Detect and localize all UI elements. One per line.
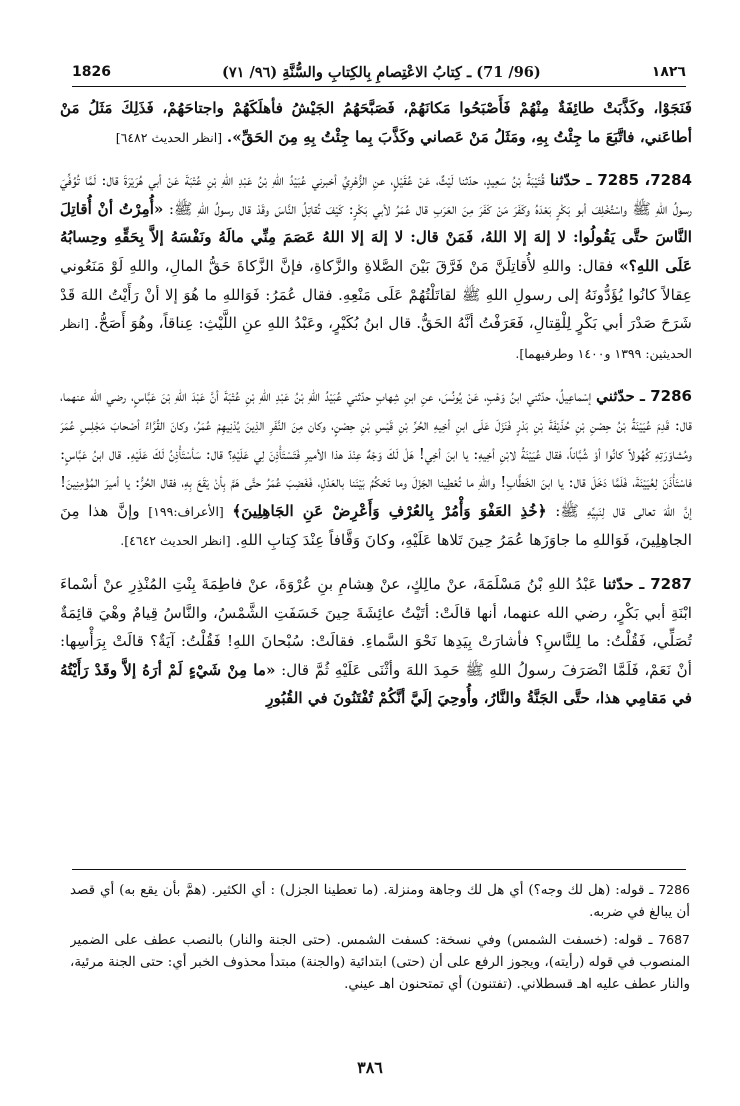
hadith-7285-prophet-saying: «أُمِرْتُ أنْ أُقاتِلَ النَّاسَ حتَّى يَقُولُوا: لا إلهَ إلا اللهُ، فَمَنْ قال: لا إلهَ إلا اللهُ عَصَمَ مِنِّي مالَهُ ونَفْسَهُ إلاَّ بِحَقِّهِ وحِسابُهُ عَلَى اللهِ؟» [60, 199, 692, 275]
hadith-7286-part2: وإنَّ هذا مِنَ الجاهِلِينَ، فَوَاللهِ ما جاوَزَها عُمَرُ حِينَ تَلاها عَلَيْهِ، وكانَ وَقَّافاً عِنْدَ كِتابِ اللهِ. [60, 501, 692, 550]
hadith-7285-reference: [انظر الحديثين: ١٣٩٩ و١٤٠٠ وطرفيهما]. [60, 316, 692, 361]
hadith-7286-keyword: حدّثني [596, 387, 635, 406]
hadith-7285 [60, 166, 692, 368]
footnote-7687 [70, 929, 690, 996]
hadith-number-7285: 7285 ـ [586, 171, 640, 190]
hadith-7285-part1: قُتَيْبَةُ بْنُ سَعِيدٍ، حدّثنا لَيْثٌ، عَنْ عُقَيْلٍ، عنِ الزُّهْرِيِّ أخبرني عُبَيْدُ اللهِ بْنُ عَبْدِ اللهِ بْنِ عُتْبَةَ عَنْ أبي هُرَيْرَةَ قال: لَمَّا تُوُفِّيَ رسولُ اللهِ ﷺ واسْتُخْلِفَ أبو بَكْرٍ بَعْدَهُ وكَفَرَ مَنْ كَفَرَ مِنَ العَرَبِ قال عُمَرُ لأبي بَكْرٍ: كَيْفَ تُقاتِلُ النَّاسَ وقَدْ قال رسولُ اللهِ ﷺ: [60, 171, 692, 218]
hadith-7286-reference: [انظر الحديث ٤٦٤٢]. [120, 533, 231, 549]
header-page-number-latin: 1826 [72, 64, 111, 80]
hadith-7287-part1: عَبْدُ اللهِ بْنُ مَسْلَمَةَ، عنْ مالِكٍ، عنْ هِشامِ بنِ عُرْوَةَ، عنْ فاطِمَةَ بِنْتِ المُنْذِرِ عنْ أسْماءَ ابْنَةِ أبي بَكْرٍ، رضي الله عنهما، أنها قالَتْ: أتَيْتُ عائِشَةَ حِينَ خَسَفَتِ الشَّمْسُ، والنَّاسُ قِيامٌ وهْيَ قائِمَةٌ تُصَلِّي، فَقُلْتُ: ما لِلنَّاسِ؟ فأشارَتْ بِيَدِها نَحْوَ السَّماءِ. فقالَتْ: سُبْحانَ اللهِ! فَقُلْتُ: آيَةٌ؟ قالَتْ بِرَأْسِها: أنْ نَعَمْ، فَلَمَّا انْصَرَفَ رسولُ اللهِ ﷺ حَمِدَ اللهَ وأثْنَى عَلَيْهِ ثُمَّ قال: [60, 574, 692, 679]
intro-reference: [انظر الحديث ٦٤٨٢] [115, 129, 223, 145]
footnotes [70, 879, 690, 1049]
paragraph-intro [60, 94, 692, 152]
hadith-7285-keyword: حدّثنا [550, 171, 581, 190]
hadith-7287-prophet-saying: «ما مِنْ شَيْءٍ لَمْ أرَهُ إلاَّ وقَدْ رَأَيْتُهُ في مَقامِي هذا، حتَّى الجَنَّةُ والنَّارُ، وأُوحِيَ إلَيَّ أنَّكُمْ تُفْتَنُونَ في القُبُورِ [60, 660, 692, 708]
hadith-7286-part1: إسْماعِيلُ، حدّثني ابنُ وَهْبٍ، عَنْ يُونُسَ، عنِ ابنِ شِهابٍ حدّثني عُبَيْدُ اللهِ بْنُ عَبْدِ اللهِ بْنِ عُتْبَةَ أنَّ عَبْدَ اللهِ بْنَ عَبَّاسٍ، رضي الله عنهما، قال: قَدِمَ عُيَيْنَةُ بْنُ حِصْنِ بْنِ حُذَيْفَةَ بْنِ بَدْرٍ فَنَزَلَ عَلَى ابنِ أخِيهِ الحُرِّ بْنِ قَيْسِ بْنِ حِصْنٍ، وكان مِنَ النَّفَرِ الذِينَ يُدْنِيهِمْ عُمَرُ، وكانَ القُرَّاءُ أصْحابَ مَجْلِسِ عُمَرَ ومُشاوَرَتِهِ كُهُولاً كانُوا أوْ شُبَّاناً، فقال عُيَيْنَةُ لابْنِ أخِيهِ: يا ابنَ أخِي! هَلْ لَكَ وَجْهٌ عِنْدَ هذا الأميرِ فَتَسْتَأْذِنَ لِي عَلَيْهِ؟ قال: سَأسْتَأْذِنُ لَكَ عَلَيْهِ. قال ابنُ عَبَّاسٍ: فاسْتَأْذَنَ لِعُيَيْنَةَ، فَلَمَّا دَخَلَ قال: يا ابنَ الخَطَّابِ! واللهِ ما تُعْطِينا الجَزْلَ وما تَحْكُمُ بَيْنَنا بالعَدْلِ، فَغَضِبَ عُمَرُ حتَّى هَمَّ بِأنْ يَقَعَ بِهِ، فقال الحُرُّ: يا أميرَ المُؤْمِنِينَ! إنَّ اللهَ تعالى قال لِنَبِيِّهِ ﷺ: [60, 387, 692, 520]
footnote-divider [72, 869, 686, 870]
footnote-7286-text: ـ قوله: (هل لك وجه؟) أي هل لك وجاهة ومنزلة. (ما تعطينا الجزل) : أي الكثير. (همَّ بأن يقع به) أي قصد أن يبالغ في ضربه. [70, 883, 690, 920]
hadith-7287-keyword: حدّثنا [602, 574, 634, 593]
hadith-7285-part2: فقال: واللهِ لأُقاتِلَنَّ مَنْ فَرَّقَ بَيْنَ الصَّلاةِ والزَّكاةِ، فإنَّ الزَّكاةَ حَقُّ المالِ، واللهِ لَوْ مَنَعُوني عِقالاً كانُوا يُؤَدُّونَهُ إلى رسولِ اللهِ ﷺ لقاتَلْتُهُمْ عَلَى مَنْعِهِ. فقال عُمَرُ: فَوَاللهِ ما هُوَ إلا أنْ رَأَيْتُ اللهَ قَدْ شَرَحَ صَدْرَ أبي بَكْرٍ لِلْقِتالِ، فَعَرَفْتُ أنَّهُ الحَقُّ. قال ابنُ بُكَيْرٍ، وعَبْدُ اللهِ عنِ اللَّيْثِ: عِناقاً، وهُوَ أَصَحُّ. [60, 256, 692, 333]
hadith-7286-quran-reference: [الأعراف:١٩٩] [148, 503, 224, 519]
footnote-7687-number: 7687 [658, 932, 690, 947]
main-text [60, 94, 692, 840]
hadith-number-7286: 7286 ـ [639, 387, 692, 406]
footnote-7286 [70, 879, 690, 924]
header-page-number-arabic: ١٨٢٦ [651, 64, 686, 80]
running-header [72, 58, 686, 87]
footnote-7286-number: 7286 [658, 882, 690, 897]
intro-text: فَنَجَوْا، وكَذَّبَتْ طائِفَةٌ مِنْهُمْ فَأَصْبَحُوا مَكانَهُمْ، فَصَبَّحَهُمُ الجَيْشُ فأهلَكَهُمْ واجتاحَهُمْ، فَذَلِكَ مَثَلُ مَنْ أطاعَني، فاتَّبَعَ ما جِئْتُ بِهِ، ومَثَلُ مَنْ عَصاني وكَذَّبَ بِما جِئْتُ بِهِ مِنَ الحَقِّ». [60, 99, 692, 146]
hadith-7287 [60, 570, 692, 713]
hadith-number-7287: 7287 ـ [639, 574, 692, 593]
page-number: ٣٨٦ [357, 1058, 383, 1077]
hadith-7286 [60, 382, 692, 556]
footnote-7687-text: ـ قوله: (خسفت الشمس) وفي نسخة: كسفت الشمس. (حتى الجنة والنار) بالنصب عطف على الضمير المنصوب في قوله (رأيته)، ويجوز الرفع على أن (حتى) ابتدائية (والجنة) مبتدأ محذوف الخبر أي: حتى الجنة مرئية، والنار عطف عليه اهـ قسطلاني. (تفتنون) أي تمتحنون اهـ عيني. [70, 933, 690, 992]
hadith-number-7284: 7284، [644, 171, 692, 190]
header-title: (96/ 71) ـ كِتابُ الاعْتِصامِ بِالكِتابِ والسُّنَّةِ (٩٦/ ٧١) [222, 63, 541, 81]
hadith-7286-quran-verse: ﴿خُذِ العَفْوَ وَأْمُرْ بِالعُرْفِ وَأَعْرِضْ عَنِ الجَاهِلِينَ﴾ [232, 501, 547, 520]
